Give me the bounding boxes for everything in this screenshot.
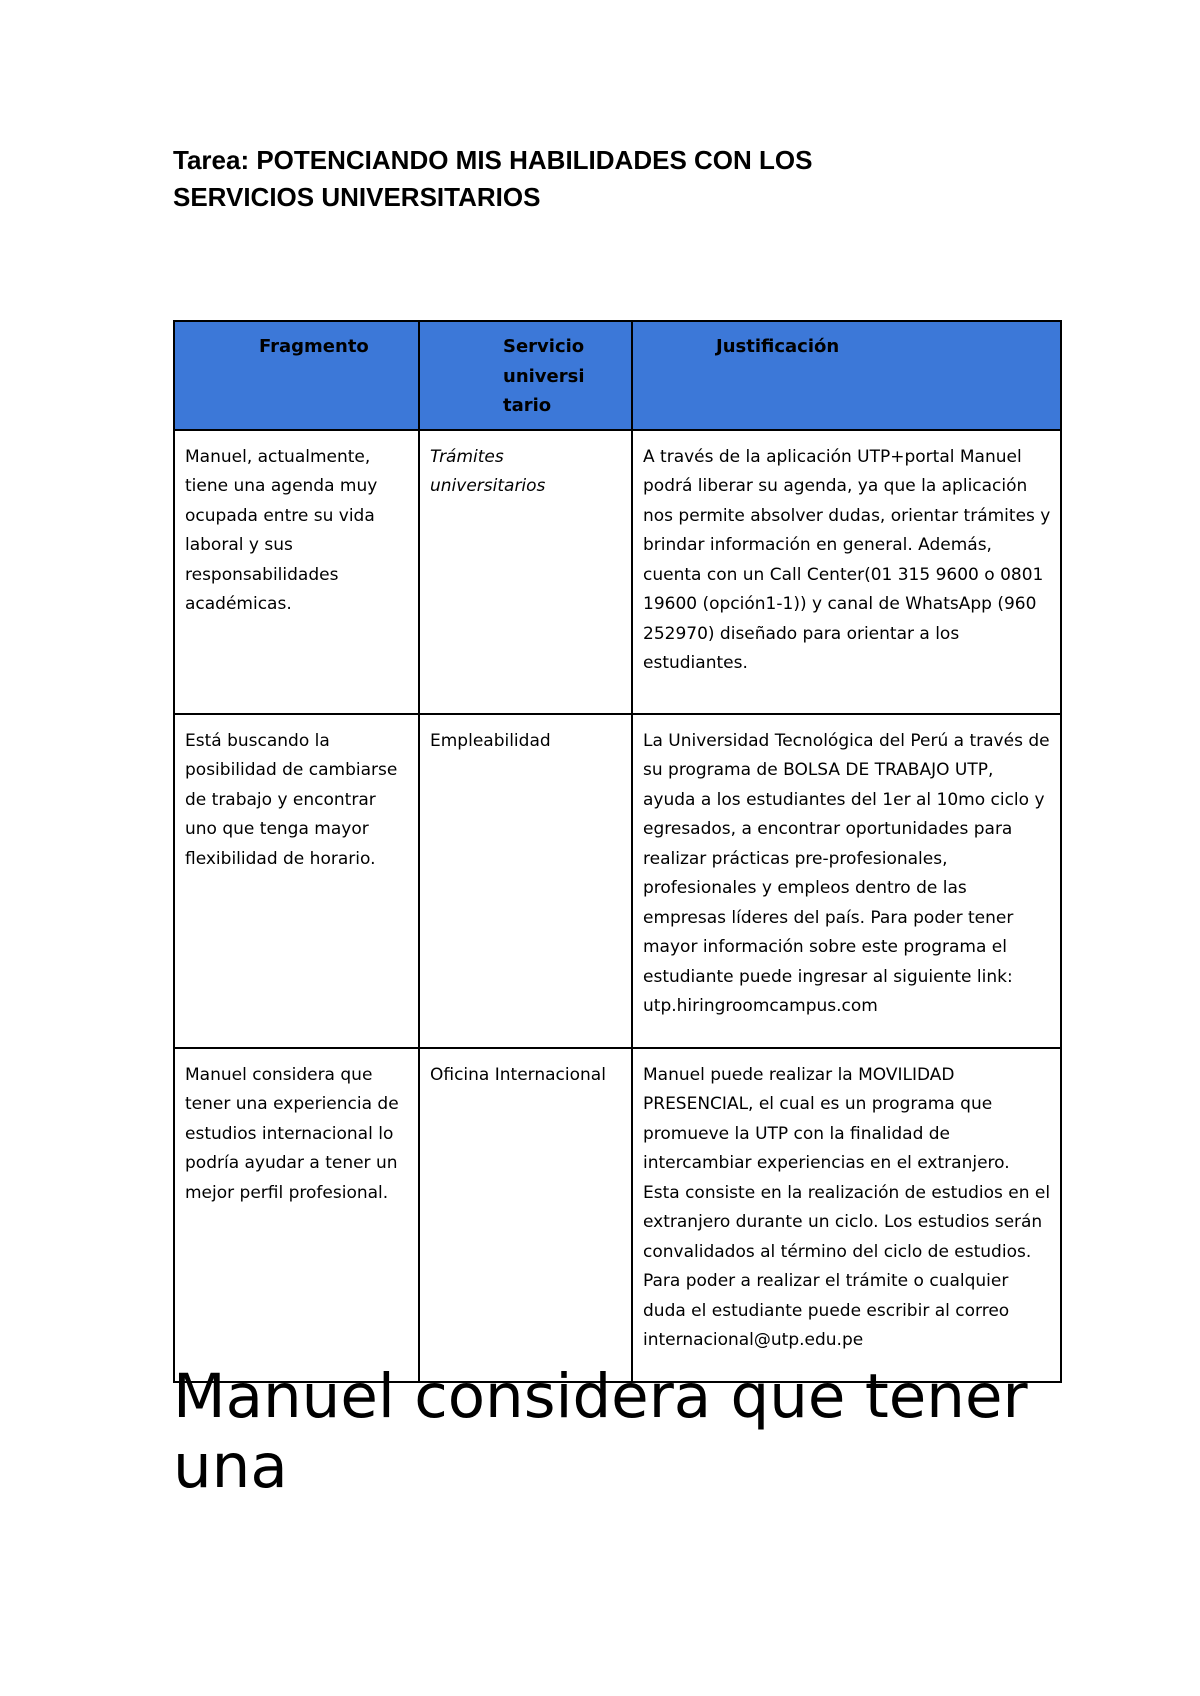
cell-servicio: Trámites universitarios — [419, 430, 632, 714]
services-table — [173, 320, 1062, 1383]
cell-justificacion: La Universidad Tecnológica del Perú a través de su programa de BOLSA DE TRABAJO UTP, ayuda a los estudiantes del 1er al 10mo ciclo y egresados, a encontrar oportunidades para realizar prácticas pre-profesionales, profesionales y empleos dentro de las empresas líderes del país. Para poder tener mayor información sobre este programa el estudiante puede ingresar al siguiente link: utp.hiringroomcampus.com — [632, 714, 1061, 1048]
cell-fragmento: Está buscando la posibilidad de cambiarse de trabajo y encontrar uno que tenga mayor flexibilidad de horario. — [174, 714, 419, 1048]
table-row — [174, 430, 1061, 714]
header-fragmento: Fragmento — [174, 321, 419, 430]
cell-fragmento: Manuel considera que tener una experiencia de estudios internacional lo podría ayudar a tener un mejor perfil profesional. — [174, 1048, 419, 1382]
header-justificacion: Justificación — [632, 321, 1061, 430]
cell-justificacion: Manuel puede realizar la MOVILIDAD PRESENCIAL, el cual es un programa que promueve la UTP con la finalidad de intercambiar experiencias en el extranjero. Esta consiste en la realización de estudios en el extranjero durante un ciclo. Los estudios serán convalidados al término del ciclo de estudios. Para poder a realizar el trámite o cualquier duda el estudiante puede escribir al correo internacional@utp.edu.pe — [632, 1048, 1061, 1382]
cell-servicio: Empleabilidad — [419, 714, 632, 1048]
cell-fragmento: Manuel, actualmente, tiene una agenda muy ocupada entre su vida laboral y sus responsabilidades académicas. — [174, 430, 419, 714]
table-row — [174, 1048, 1061, 1382]
page-title — [173, 142, 1073, 216]
page-title-line-1: Tarea: POTENCIANDO MIS HABILIDADES CON LOS — [173, 145, 813, 175]
header-servicio-universitario: Servicio universitario — [419, 321, 632, 430]
trailing-large-text: Manuel considera que tener una — [173, 1361, 1028, 1502]
cell-justificacion: A través de la aplicación UTP+portal Manuel podrá liberar su agenda, ya que la aplicación nos permite absolver dudas, orientar trámites y brindar información en general. Además, cuenta con un Call Center(01 315 9600 o 0801 19600 (opción1-1)) y canal de WhatsApp (960 252970) diseñado para orientar a los estudiantes. — [632, 430, 1061, 714]
page-title-line-2: SERVICIOS UNIVERSITARIOS — [173, 182, 541, 212]
table-row — [174, 714, 1061, 1048]
cell-servicio: Oficina Internacional — [419, 1048, 632, 1382]
table-header-row — [174, 321, 1061, 430]
